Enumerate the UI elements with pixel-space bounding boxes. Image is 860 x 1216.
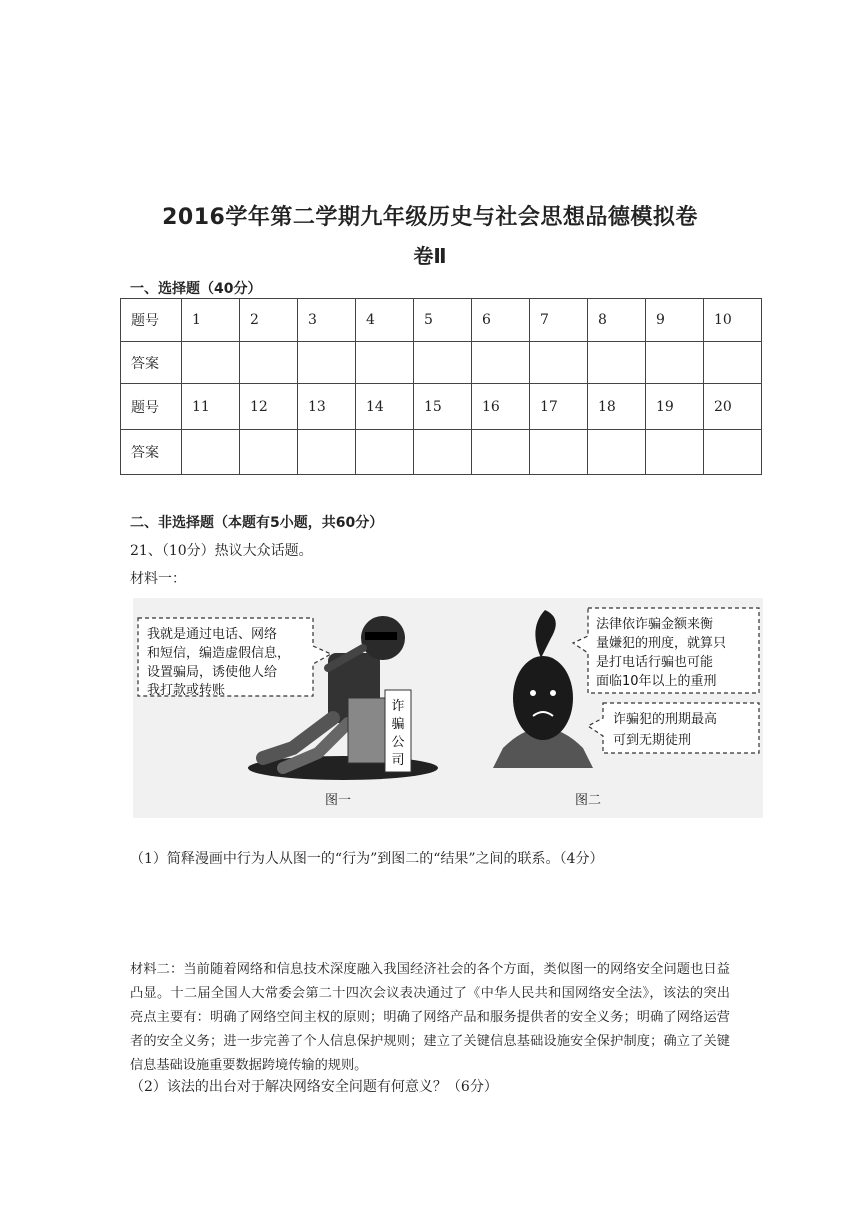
table-cell: 20 (704, 384, 762, 430)
exam-subtitle: 卷Ⅱ (413, 244, 447, 268)
answer-cell[interactable] (414, 342, 472, 384)
answer-cell[interactable] (704, 342, 762, 384)
cartoon-illustration (133, 598, 763, 818)
figure2-caption: 图二 (574, 793, 602, 808)
law-speech-bubble (573, 608, 759, 693)
answer-cell[interactable] (182, 430, 240, 475)
answer-cell[interactable] (472, 342, 530, 384)
table-cell: 15 (414, 384, 472, 430)
sign-char: 司 (391, 753, 405, 768)
table-cell: 17 (530, 384, 588, 430)
table-cell: 1 (182, 299, 240, 342)
bubble2-line: 量嫌犯的刑度，就算只 (596, 636, 727, 651)
bubble2-line: 法律依诈骗金额来衡 (596, 617, 714, 632)
table-row (121, 430, 762, 475)
sign-char: 公 (391, 735, 405, 750)
section1-heading: 一、选择题（40分） (130, 281, 262, 297)
table-cell: 2 (240, 299, 298, 342)
exam-title: 2016学年第二学期九年级历史与社会思想品德模拟卷 (162, 205, 698, 230)
table-cell: 3 (298, 299, 356, 342)
row-label: 题号 (121, 384, 182, 430)
bubble1-line: 和短信，编造虚假信息， (147, 646, 291, 661)
answer-cell[interactable] (530, 342, 588, 384)
bubble3-line: 可到无期徒刑 (613, 733, 692, 748)
fraudster-speech-bubble (138, 618, 331, 698)
table-row (121, 384, 762, 430)
answer-cell[interactable] (356, 342, 414, 384)
table-cell: 14 (356, 384, 414, 430)
table-cell: 16 (472, 384, 530, 430)
row-label: 答案 (121, 430, 182, 475)
sign-char: 诈 (391, 699, 405, 714)
bubble1-line: 我就是通过电话、网络 (147, 627, 278, 642)
table-row (121, 342, 762, 384)
answer-cell[interactable] (240, 342, 298, 384)
table-cell: 6 (472, 299, 530, 342)
answer-cell[interactable] (704, 430, 762, 475)
table-cell: 10 (704, 299, 762, 342)
material1-label: 材料一： (130, 571, 186, 587)
answer-cell[interactable] (588, 430, 646, 475)
answer-table (120, 298, 762, 475)
question-21: 21、（10分）热议大众话题。 (130, 543, 313, 559)
table-cell: 11 (182, 384, 240, 430)
question-21-1: （1）简释漫画中行为人从图一的“行为”到图二的“结果”之间的联系。（4分） (130, 851, 604, 867)
fraud-company-sign (385, 690, 411, 772)
table-cell: 18 (588, 384, 646, 430)
table-cell: 12 (240, 384, 298, 430)
table-row (121, 299, 762, 342)
bubble2-line: 是打电话行骗也可能 (596, 655, 714, 670)
answer-cell[interactable] (414, 430, 472, 475)
answer-cell[interactable] (240, 430, 298, 475)
answer-cell[interactable] (182, 342, 240, 384)
table-cell: 9 (646, 299, 704, 342)
answer-cell[interactable] (298, 342, 356, 384)
answer-cell[interactable] (646, 430, 704, 475)
figure1-caption: 图一 (324, 793, 352, 808)
section2-heading: 二、非选择题（本题有5小题，共60分） (130, 515, 384, 531)
row-label: 答案 (121, 342, 182, 384)
row-label: 题号 (121, 299, 182, 342)
answer-cell[interactable] (298, 430, 356, 475)
table-cell: 7 (530, 299, 588, 342)
answer-cell[interactable] (588, 342, 646, 384)
table-cell: 8 (588, 299, 646, 342)
answer-cell[interactable] (356, 430, 414, 475)
bubble3-line: 诈骗犯的刑期最高 (613, 712, 718, 727)
bubble2-line: 面临10年以上的重刑 (596, 674, 717, 689)
sign-char: 骗 (391, 717, 405, 732)
table-cell: 19 (646, 384, 704, 430)
answer-cell[interactable] (530, 430, 588, 475)
table-cell: 5 (414, 299, 472, 342)
question-21-2: （2）该法的出台对于解决网络安全问题有何意义？（6分） (130, 1079, 498, 1095)
bubble1-line: 设置骗局，诱使他人给 (147, 665, 278, 680)
answer-cell[interactable] (646, 342, 704, 384)
bubble1-line: 我打款或转账 (147, 683, 226, 698)
answer-cell[interactable] (472, 430, 530, 475)
sentence-speech-bubble (588, 703, 759, 753)
table-cell: 4 (356, 299, 414, 342)
material2-paragraph: 材料二：当前随着网络和信息技术深度融入我国经济社会的各个方面，类似图一的网络安全问题也日益凸显。十二届全国人大常委会第二十四次会议表决通过了《中华人民共和国网络安全法》，该法的突出亮点主要有：明确了网络空间主权的原则；明确了网络产品和服务提供者的安全义务；明确了网络运营者的安全义务；进一步完善了个人信息保护规则；建立了关键信息基础设施安全保护制度；确立了关键信息基础设施重要数据跨境传输的规则。 (130, 962, 730, 1073)
table-cell: 13 (298, 384, 356, 430)
